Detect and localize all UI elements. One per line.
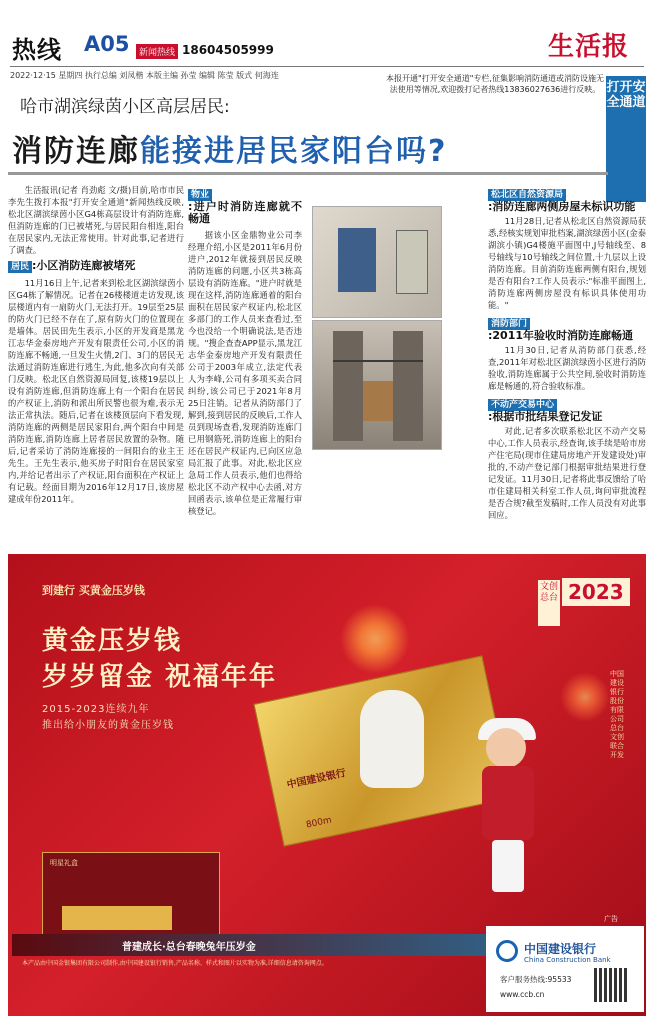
article-column-3 [488,188,646,521]
article-subhead: 哈市湖滨绿茵小区高层居民: [20,97,230,117]
section-body: 11月28日,记者从松北区自然资源局获悉,经核实规划审批档案,湖滨绿茵小区(金泰湖滨小镇)G4楼施平面图中,J号轴线至、8号轴线与10号轴线之间位置,十九层以上设消防连廊。目前消防连廊两侧有阳台,规划是否有阳台?工作人员表示:"标准平面图上,消防连廊两侧房屋没有标识具体使用功能。" [488,216,646,310]
ad-product-gold [62,906,172,930]
section-title-text: :2011年验收时消防连廊畅通 [488,329,634,342]
headline-part-black: 消防连廊 [12,134,140,169]
section-heading [488,398,646,423]
photo-balcony-view [312,320,442,450]
white-door [396,230,428,294]
section-title: 热线 [12,36,62,64]
ad-strip-text: 普建成长·总台春晚兔年压岁金 [122,942,256,953]
article-column-1 [8,184,184,505]
section-body: 11月16日上午,记者来到松北区湖滨绿茵小区G4栋了解情况。记者在26楼楼道走访发现,该层楼道内有一扇防火门,无法打开。19层至25层的防火门已经不存在了,原有防火门的位置现在是墙体。居民田先生表示,小区的开发商是黑龙江志华金泰房地产开发有限责任公司,小区的消防连廊不畅通,一旦发生火情,2门、3门的居民无法通过消防连廊进行逃生,为此,他多次向有关部门反映。松北区自然资源局回复,该楼19层以上设有消防连廊,但消防连廊上有一个阳台在居民的产权证上,消防和派出所民警也很为难,表示无法正常执法。随后,记者在该楼顶层向下看发现,消防连廊的两侧是居民家阳台,两个阳台中间是消防连廊,消防连廊上居者居民放置的杂物。随后,记者采访了消防连廊接的一间阳台的业主王先生。王先生表示,他买房子时阳台在居民家室内,并给记者出示了产权证,阳台面积在产权证上有记载。经面目期为2016年12月17日,该房屋建成年份2011年。 [8,278,184,504]
ad-mini-tag: 文创总台 [538,580,560,626]
ad-fine-print: 本产品由中国金银集团有限公司制作,由中国建设银行销售,产品名称、样式和图片以实物为准,详细信息请咨询网点。 [22,960,328,967]
firework-decoration [560,672,610,722]
section-heading [488,317,646,342]
section-title-text: :根据市批结果登记发证 [488,410,603,423]
ad-tagline: 到建行 买黄金压岁钱 [42,584,145,597]
section-title-text: :进户时消防连廊就不畅通 [188,200,302,225]
section-tag: 松北区自然资源局 [488,189,566,201]
ad-product-label: 明星礼盒 [50,859,78,867]
ad-label: 广告 [604,915,618,923]
headline-part-blue: 能接进居民家阳台吗? [140,134,448,169]
article-column-2 [188,188,302,517]
section-title-text: :小区消防连廊被堵死 [32,259,136,272]
firework-decoration [340,604,410,674]
bank-hotline: 客户服务热线:95533 [500,975,572,984]
section-heading [8,260,184,273]
section-title-text: :消防连廊两侧房屋未标识功能 [488,200,636,213]
ad-subline-2: 推出给小朋友的黄金压岁钱 [42,720,174,731]
section-body: 据该小区金鼎物业公司李经理介绍,小区是2011年6月份进户,2012年就接到居民反映消防连廊的问题,小区共3栋高层设有消防连廊。"进户时就是现在这样,消防连廊通着的阳台面积在居民家产权证内,松北区多部门的工作人员来查看过,至今也没给一个明确说法,是否违规。"搜企查查APP显示,黑龙江志华金泰房地产开发有限责任公司于2003年成立,法定代表人为李峰,公司有多项买卖合同纠纷,该公司已于2021年8月25日注销。记者从消防部门了解到,接到居民的反映后,工作人员到现场查看,发现消防连廊门已用钢筋死,消防连廊上的阳台还在居民产权证内,已向区应急局汇报了此事。对此,松北区应急局工作人员表示,他们也得给松北区不动产权中心去函,对方回函表示,该单位是正常履行审核登记。 [188,230,302,516]
hotline-phone: 18604505999 [182,43,274,57]
gold-card-logo: 中国建设银行 [285,767,347,792]
ad-headline-2: 岁岁留金 祝福年年 [42,662,278,692]
ad-subline-1: 2015-2023连续九年 [42,704,150,715]
page-number: A05 [84,32,130,56]
blue-door [338,228,376,292]
child-legs [492,840,524,892]
issue-meta: 2022·12·15 星期四 执行总编 刘凤楷 本版主编 孙莹 编辑 陈莹 版式 何海连 [10,71,279,80]
bank-name: 中国建设银行 [524,942,597,956]
section-tag: 消防部门 [488,318,530,330]
ad-side-text: 中国建设银行股份有限公司总台文创 联合开发 [610,670,624,759]
gold-card-value: 800m [305,815,333,831]
section-body: 对此,记者多次联系松北区不动产交易中心,工作人员表示,经查询,该手续是哈市房产住宅局(现市住建局房地产开发建设处)审批的,不动产登记部门根据审批结果进行登记发证。11月30日,记者将此事反馈给了哈市住建局相关科室工作人员,询问审批流程是否合规?截至发稿时,工作人员没有对此事回应。 [488,426,646,520]
article-headline [12,126,447,170]
masthead-divider [10,66,644,67]
rabbit-mascot [360,690,424,788]
section-heading [188,188,302,225]
child-face [486,728,526,768]
qr-code-icon[interactable] [594,968,628,1002]
section-tag: 居民 [8,261,32,273]
balcony-sketch [313,321,441,449]
bank-website[interactable]: www.ccb.cn [500,990,545,999]
headline-underline [8,172,608,175]
article-lead: 生活报讯(记者 肖劲彪 文/摄)目前,哈市市民李先生拨打本报"打开安全通道"新闻热线反映,松北区湖滨绿茵小区G4栋高层设计有消防连廊,但消防连廊的门已被堵死,与居民阳台相连,阳台在居民家内,无法正常使用。针对此事,记者进行了调查。 [8,185,184,255]
child-figure [482,766,534,840]
ad-year-badge: 2023 [562,578,630,606]
ad-headline-1: 黄金压岁钱 [42,626,183,656]
column-notice: 本报开通"打开安全通道"专栏,征集影响消防通道或消防设施无法使用等情况,欢迎拨打记者热线13836027636进行反映。 [386,74,604,94]
newspaper-logo: 生活报 [548,32,630,62]
section-tag: 物业 [188,189,212,201]
column-tag: 打开安全通道 [606,76,646,202]
section-heading [488,188,646,213]
section-body: 11月30日,记者从消防部门获悉,经查,2011年对松北区湖滨绿茵小区进行消防验收,消防连廊属于公共空间,验收时消防连廊是畅通的,符合验收标准。 [488,345,646,391]
bank-name-english: China Construction Bank [524,956,611,964]
ccb-logo-icon [496,940,518,962]
section-tag: 不动产交易中心 [488,399,557,411]
hotline-tag: 新闻热线 [136,44,178,59]
